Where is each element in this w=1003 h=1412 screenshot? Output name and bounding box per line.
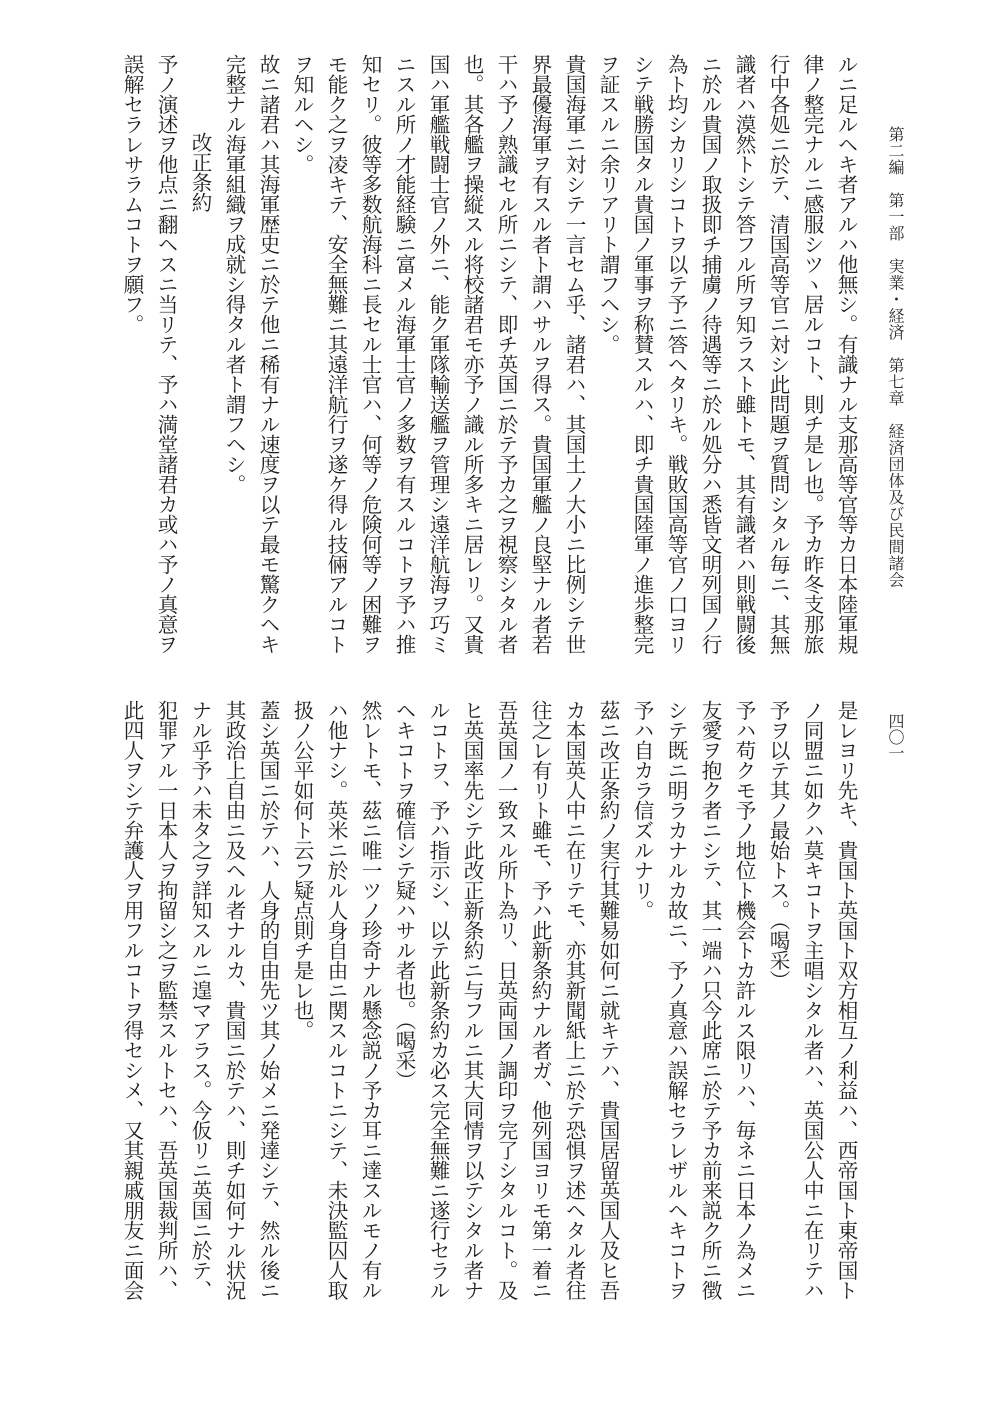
text-column: 律ノ整完ナルニ感服シツヽ居ルコト、則チ是レ也。予カ昨冬支那旅	[800, 54, 824, 654]
text-column: 犯罪アル一日本人ヲ拘留シ之ヲ監禁スルトセハ、吾英国裁判所ハ、	[154, 700, 178, 1300]
text-column: ヲ証スルニ余リアリト謂フヘシ。	[596, 54, 620, 354]
text-column: 行中各処ニ於テ、清国高等官ニ対シ此問題ヲ質問シタル毎ニ、其無	[766, 54, 790, 654]
text-column: 誤解セラレサラムコトヲ願フ。	[120, 54, 144, 334]
text-block-lower	[73, 700, 863, 1314]
text-column: ニスル所ノ才能経験ニ富メル海軍士官ノ多数ヲ有スルコトヲ予ハ推	[392, 54, 416, 654]
text-column: ルコトヲ、予ハ指示シ、以テ此新条約カ必ス完全無難ニ遂行セラル	[426, 700, 450, 1300]
text-column: 扱ノ公平如何ト云フ疑点則チ是レ也。	[290, 700, 314, 1040]
text-column: 為ト均シカリシコトヲ以テ予ニ答ヘタリキ。戦敗国高等官ノ口ヨリ	[664, 54, 688, 654]
text-column: 吾英国ノ一致スル所ト為リ、日英両国ノ調印ヲ完了シタルコト。及	[494, 700, 518, 1300]
text-column: ヲ知ルヘシ。	[290, 54, 314, 174]
text-column: シテ戦勝国タル貴国ノ軍事ヲ称賛スルハ、即チ貴国陸軍ノ進歩整完	[630, 54, 654, 654]
text-column: 予ヲ以テ其ノ最始トス。（喝采）	[766, 700, 790, 990]
text-column: 干ハ予ノ熟識セル所ニシテ、即チ英国ニ於テ予カ之ヲ視察シタル者	[494, 54, 518, 654]
text-column: 是レヨリ先キ、貴国ト英国ト双方相互ノ利益ハ、西帝国ト東帝国ト	[834, 700, 858, 1300]
text-column: ルニ足ルヘキ者アルハ他無シ。有識ナル支那高等官等カ日本陸軍規	[834, 54, 858, 654]
text-column: モ能ク之ヲ凌キテ、安全無難ニ其遠洋航行ヲ遂ケ得ル技倆アルコト	[324, 54, 348, 654]
text-column: ニ於ル貴国ノ取扱即チ捕虜ノ待遇等ニ於ル処分ハ悉皆文明列国ノ行	[698, 54, 722, 654]
text-column: 故ニ諸君ハ其海軍歴史ニ於テ他ニ稀有ナル速度ヲ以テ最モ驚クヘキ	[256, 54, 280, 654]
text-column: ハ他ナシ。英米ニ於ル人身自由ニ関スルコトニシテ、未決監囚人取	[324, 700, 348, 1300]
text-column: 然レトモ、茲ニ唯一ツノ珍奇ナル懸念説ノ予カ耳ニ達スルモノ有ル	[358, 700, 382, 1300]
text-column: ノ同盟ニ如クハ莫キコトヲ主唱シタル者ハ、英国公人中ニ在リテハ	[800, 700, 824, 1300]
text-column: 予ハ自カラ信ズルナリ。	[630, 700, 654, 920]
text-column: 也。其各艦ヲ操縦スル将校諸君モ亦予ノ識ル所多キニ居レリ。又貴	[460, 54, 484, 654]
text-column: 予ハ苟クモ予ノ地位ト機会トカ許ルス限リハ、毎ネニ日本ノ為メニ	[732, 700, 756, 1300]
text-column: 往之レ有リト雖モ、予ハ此新条約ナル者ガ、他列国ヨリモ第一着ニ	[528, 700, 552, 1300]
text-column: ヘキコトヲ確信シテ疑ハサル者也。（喝采）	[392, 700, 416, 1090]
text-column: 予ノ演述ヲ他点ニ翻ヘスニ当リテ、予ハ満堂諸君カ或ハ予ノ真意ヲ	[154, 54, 178, 654]
text-column: 界最優海軍ヲ有スル者ト謂ハサルヲ得ス。貴国軍艦ノ良堅ナル者若	[528, 54, 552, 654]
text-column: 識者ハ漠然トシテ答フル所ヲ知ラスト雖トモ、其有識者ハ則戦闘後	[732, 54, 756, 654]
text-column: 此四人ヲシテ弁護人ヲ用フルコトヲ得セシメ、又其親戚朋友ニ面会	[120, 700, 144, 1300]
text-column: ヒ英国率先シテ此改正新条約ニ与フルニ其大同情ヲ以テシタル者ナ	[460, 700, 484, 1300]
text-column: 国ハ軍艦戦闘士官ノ外ニ、能ク軍隊輸送艦ヲ管理シ遠洋航海ヲ巧ミ	[426, 54, 450, 654]
text-column: ナル乎予ハ未タ之ヲ詳知スルニ遑マアラス。今仮リニ英国ニ於テ、	[188, 700, 212, 1300]
section-heading: 改正条約	[188, 132, 212, 212]
text-column: 其政治上自由ニ及ヘル者ナルカ、貴国ニ於テハ、則チ如何ナル状況	[222, 700, 246, 1300]
text-column: 貴国海軍ニ対シテ一言セム乎、諸君ハ、其国土ノ大小ニ比例シテ世	[562, 54, 586, 654]
text-block-upper	[73, 54, 863, 672]
text-column: シテ既ニ明ラカナルカ故ニ、予ノ真意ハ誤解セラレザルヘキコトヲ	[664, 700, 688, 1300]
text-column: 茲ニ改正条約ノ実行其難易如何ニ就キテハ、貴国居留英国人及ヒ吾	[596, 700, 620, 1300]
text-column: 蓋シ英国ニ於テハ、人身的自由先ツ其ノ始メニ発達シテ、然ル後ニ	[256, 700, 280, 1300]
text-column: カ本国英人中ニ在リテモ、亦其新聞紙上ニ於テ恐惧ヲ述ヘタル者往	[562, 700, 586, 1300]
page-number: 四〇一	[886, 713, 905, 761]
running-head: 第二編 第一部 実業・経済 第七章 経済団体及び民間諸会	[886, 126, 905, 588]
text-column: 知セリ。彼等多数航海科ニ長セル士官ハ、何等ノ危険何等ノ困難ヲ	[358, 54, 382, 654]
text-column: 友愛ヲ抱ク者ニシテ、其一端ハ只今此席ニ於テ予カ前来説ク所ニ徴	[698, 700, 722, 1300]
text-column: 完整ナル海軍組織ヲ成就シ得タル者ト謂フヘシ。	[222, 54, 246, 494]
